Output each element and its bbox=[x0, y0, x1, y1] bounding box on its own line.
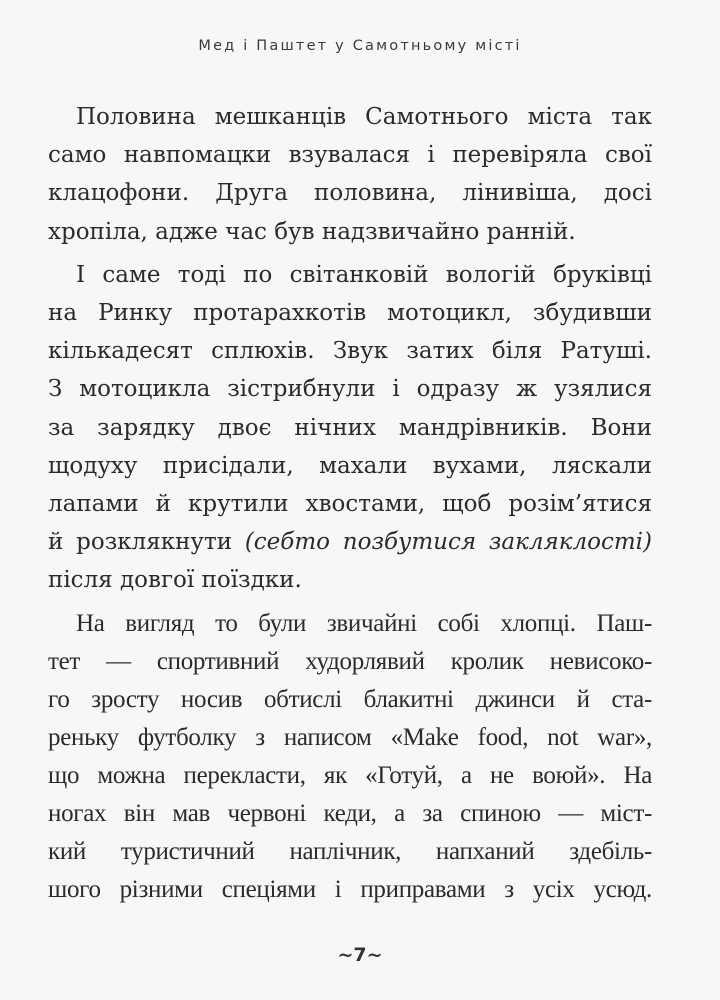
text-line: го зросту носив обтислі блакитні джинси й ста- bbox=[48, 685, 652, 713]
text-line: З мотоцикла зістрибнули і одразу ж узялися bbox=[48, 376, 652, 403]
text-line: щодуху присідали, махали вухами, ляскали bbox=[48, 452, 652, 479]
paragraph-3 bbox=[48, 605, 652, 909]
text-line: на Ринку протарахкотів мотоцикл, збудивши bbox=[48, 300, 652, 327]
text-line: І саме тоді по світанковій вологій бруківці bbox=[76, 261, 652, 288]
running-head-title: Мед і Паштет у Самотньому місті bbox=[198, 38, 522, 54]
text-line: шого різними спеціями і приправами з усіх усюд. bbox=[48, 875, 652, 903]
text-line: ногах він мав червоні кеди, а за спиною — міст- bbox=[48, 799, 652, 827]
text-line: за зарядку двоє нічних мандрівників. Вони bbox=[48, 414, 652, 441]
text-line: лапами й крутили хвостами, щоб розім’ятися bbox=[48, 491, 652, 518]
text-line: клацофони. Друга половина, лінивіша, досі bbox=[48, 180, 652, 207]
text-line: реньку футболку з написом «Make food, not war», bbox=[48, 723, 652, 751]
text-line: На вигляд то були звичайні собі хлопці. Паш- bbox=[76, 609, 652, 637]
text-line-with-italic bbox=[48, 523, 652, 561]
text-line: тет — спортивний худорлявий кролик невисоко- bbox=[48, 647, 652, 675]
text-line: кількадесят сплюхів. Звук затих біля Ратуші. bbox=[48, 338, 652, 365]
text-line: хропіла, адже час був надзвичайно ранній. bbox=[48, 218, 576, 245]
italic-aside: (себто позбутися закляклості) bbox=[244, 529, 652, 556]
text-line: само навпомацки взувалася і перевіряла свої bbox=[48, 142, 652, 169]
body-text bbox=[48, 98, 652, 914]
paragraph-2 bbox=[48, 256, 652, 600]
text-line: кий туристичний наплічник, напханий здебіль- bbox=[48, 837, 652, 865]
page-number: ~7~ bbox=[337, 944, 383, 966]
text-run: й розклякнути bbox=[48, 529, 245, 556]
text-line: що можна перекласти, як «Готуй, а не воюй». На bbox=[48, 761, 652, 789]
text-line: після довгої поїздки. bbox=[48, 567, 302, 594]
text-line: Половина мешканців Самотнього міста так bbox=[76, 104, 652, 130]
paragraph-1 bbox=[48, 98, 652, 251]
